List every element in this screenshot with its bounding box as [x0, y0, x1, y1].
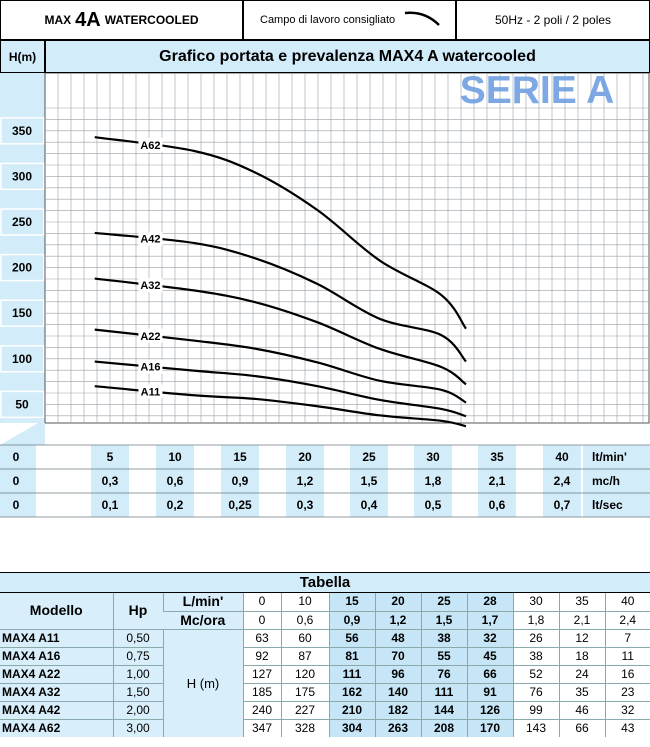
flow-mcora-value: 0 — [243, 611, 281, 629]
head-value: 66 — [467, 665, 513, 683]
header-curve-note: Campo di lavoro consigliato — [260, 14, 396, 26]
head-value: 24 — [559, 665, 605, 683]
head-value: 328 — [281, 719, 329, 737]
head-value: 23 — [605, 683, 650, 701]
header-model-box — [0, 0, 243, 40]
curve-label-a62: A62 — [140, 139, 161, 152]
head-value: 52 — [513, 665, 559, 683]
y-tick-label: 50 — [15, 397, 29, 412]
flow-mcora-value: 0,9 — [329, 611, 375, 629]
head-value: 35 — [559, 683, 605, 701]
x-axis-scales — [0, 423, 650, 517]
x-tick-label: 0,9 — [231, 474, 249, 488]
x-tick-label: 35 — [490, 450, 504, 464]
head-value: 26 — [513, 629, 559, 647]
head-value: 185 — [243, 683, 281, 701]
curve-label-a32: A32 — [140, 280, 161, 293]
model-name: MAX4 A42 — [0, 701, 113, 719]
flow-mcora-value: 2,1 — [559, 611, 605, 629]
chart-title-box — [45, 40, 650, 73]
model-hp: 3,00 — [113, 719, 163, 737]
x-tick-label: 0,7 — [553, 498, 571, 512]
unit-mcora-label: Mc/ora — [163, 611, 243, 629]
x-axis-unit-label: lt/min' — [592, 450, 627, 464]
head-value: 140 — [375, 683, 421, 701]
head-value: 347 — [243, 719, 281, 737]
flow-mcora-value: 0,6 — [281, 611, 329, 629]
performance-table — [0, 593, 650, 747]
table-row — [0, 629, 650, 647]
model-name: MAX4 A16 — [0, 647, 113, 665]
head-value: 55 — [421, 647, 467, 665]
x-tick-label: 0,2 — [166, 498, 184, 512]
model-hp: 0,75 — [113, 647, 163, 665]
flow-lmin-value: 25 — [421, 593, 467, 611]
performance-chart — [0, 73, 650, 523]
head-value: 12 — [559, 629, 605, 647]
table-header-row — [0, 593, 650, 611]
head-value: 38 — [513, 647, 559, 665]
x-tick-label: 40 — [555, 450, 569, 464]
table-row — [0, 647, 650, 665]
model-name: MAX4 A62 — [0, 719, 113, 737]
y-tick-label: 350 — [11, 123, 33, 138]
head-value: 120 — [281, 665, 329, 683]
head-value: 263 — [375, 719, 421, 737]
head-value: 111 — [421, 683, 467, 701]
head-value: 11 — [605, 647, 650, 665]
x-tick-label: 1,5 — [360, 474, 378, 488]
x-tick-label: 25 — [362, 450, 376, 464]
head-value: 87 — [281, 647, 329, 665]
head-value: 63 — [243, 629, 281, 647]
header-model-prefix: MAX — [44, 13, 72, 27]
head-value: 60 — [281, 629, 329, 647]
table-row — [0, 683, 650, 701]
x-tick-label: 15 — [233, 450, 247, 464]
flow-lmin-value: 28 — [467, 593, 513, 611]
head-value: 304 — [329, 719, 375, 737]
head-value: 16 — [605, 665, 650, 683]
x-tick-label: 20 — [298, 450, 312, 464]
x-tick-label: 0,6 — [166, 474, 184, 488]
header-model-big: 4A — [75, 8, 101, 31]
y-tick-label: 200 — [11, 260, 33, 275]
x-tick-label: 2,4 — [553, 474, 571, 488]
flow-lmin-value: 20 — [375, 593, 421, 611]
x-tick-label: 0,25 — [228, 498, 252, 512]
head-value: 81 — [329, 647, 375, 665]
y-tick-label: 250 — [11, 215, 33, 229]
y-axis-label: H(m) — [8, 49, 37, 64]
x-axis-unit-label: mc/h — [592, 474, 621, 488]
flow-lmin-value: 40 — [605, 593, 650, 611]
head-value: 48 — [375, 629, 421, 647]
head-value: 38 — [421, 629, 467, 647]
flow-mcora-value: 1,7 — [467, 611, 513, 629]
x-tick-label: 0,6 — [488, 498, 506, 512]
curve-label-a42: A42 — [140, 233, 161, 246]
model-hp: 1,00 — [113, 665, 163, 683]
header-model-suffix: WATERCOOLED — [104, 13, 199, 27]
head-value: 227 — [281, 701, 329, 719]
head-value: 96 — [375, 665, 421, 683]
head-value: 32 — [605, 701, 650, 719]
head-value: 7 — [605, 629, 650, 647]
head-value: 111 — [329, 665, 375, 683]
curve-symbol-icon — [403, 9, 443, 29]
x-tick-label: 30 — [426, 450, 440, 464]
performance-table-grid — [0, 593, 650, 737]
table-title: Tabella — [299, 574, 351, 591]
head-value: 127 — [243, 665, 281, 683]
x-tick-label: 0,3 — [296, 498, 314, 512]
x-axis-zero-label: 0 — [12, 474, 20, 488]
x-tick-label: 0,5 — [424, 498, 442, 512]
head-value: 91 — [467, 683, 513, 701]
head-value: 45 — [467, 647, 513, 665]
table-row — [0, 719, 650, 737]
head-value: 99 — [513, 701, 559, 719]
y-tick-label: 300 — [11, 169, 33, 184]
model-name: MAX4 A11 — [0, 629, 113, 647]
head-value: 18 — [559, 647, 605, 665]
flow-mcora-value: 1,8 — [513, 611, 559, 629]
x-tick-label: 0,3 — [101, 474, 119, 488]
flow-lmin-value: 0 — [243, 593, 281, 611]
table-row — [0, 701, 650, 719]
model-hp: 2,00 — [113, 701, 163, 719]
y-tick-label: 100 — [11, 351, 33, 366]
head-value: 162 — [329, 683, 375, 701]
x-tick-label: 0,1 — [101, 498, 119, 512]
x-tick-label: 5 — [106, 450, 114, 464]
x-tick-label: 10 — [168, 450, 182, 464]
header-curve-note-box — [243, 0, 456, 40]
model-name: MAX4 A22 — [0, 665, 113, 683]
flow-lmin-value: 30 — [513, 593, 559, 611]
flow-lmin-value: 10 — [281, 593, 329, 611]
head-value: 92 — [243, 647, 281, 665]
model-name: MAX4 A32 — [0, 683, 113, 701]
y-tick-label: 150 — [11, 306, 33, 321]
column-header-hp: Hp — [113, 593, 163, 629]
head-value: 126 — [467, 701, 513, 719]
x-axis-zero-label: 0 — [12, 450, 20, 464]
x-axis-zero-label: 0 — [12, 498, 20, 512]
head-value: 46 — [559, 701, 605, 719]
curve-label-a11: A11 — [140, 386, 161, 399]
head-value: 32 — [467, 629, 513, 647]
x-tick-label: 2,1 — [488, 474, 506, 488]
x-tick-label: 1,2 — [296, 474, 314, 488]
head-value: 240 — [243, 701, 281, 719]
x-tick-label: 0,4 — [360, 498, 378, 512]
head-value: 182 — [375, 701, 421, 719]
curve-label-a22: A22 — [140, 330, 161, 343]
head-value: 76 — [513, 683, 559, 701]
y-axis-gutter — [0, 73, 45, 423]
flow-mcora-value: 1,5 — [421, 611, 467, 629]
head-value: 170 — [467, 719, 513, 737]
x-tick-label: 1,8 — [424, 474, 442, 488]
flow-mcora-value: 1,2 — [375, 611, 421, 629]
model-hp: 1,50 — [113, 683, 163, 701]
model-hp: 0,50 — [113, 629, 163, 647]
flow-mcora-value: 2,4 — [605, 611, 650, 629]
head-value: 210 — [329, 701, 375, 719]
head-value: 66 — [559, 719, 605, 737]
flow-lmin-value: 35 — [559, 593, 605, 611]
unit-lmin-label: L/min' — [163, 593, 243, 611]
x-axis-unit-label: lt/sec — [592, 498, 623, 512]
head-label: H (m) — [163, 629, 243, 737]
curve-label-a16: A16 — [140, 361, 161, 374]
head-value: 70 — [375, 647, 421, 665]
head-value: 208 — [421, 719, 467, 737]
table-row — [0, 665, 650, 683]
header-freq: 50Hz - 2 poli / 2 poles — [494, 13, 612, 27]
y-axis-label-box — [0, 40, 45, 73]
table-title-box — [0, 572, 650, 593]
header-freq-box — [456, 0, 650, 40]
head-value: 144 — [421, 701, 467, 719]
chart-title: Grafico portata e prevalenza MAX4 A watercooled — [159, 47, 536, 65]
series-watermark: SERIE A — [459, 73, 615, 112]
head-value: 56 — [329, 629, 375, 647]
head-value: 175 — [281, 683, 329, 701]
column-header-model: Modello — [0, 593, 113, 629]
head-value: 143 — [513, 719, 559, 737]
head-value: 43 — [605, 719, 650, 737]
head-value: 76 — [421, 665, 467, 683]
x-axis-corner — [0, 423, 45, 445]
flow-lmin-value: 15 — [329, 593, 375, 611]
